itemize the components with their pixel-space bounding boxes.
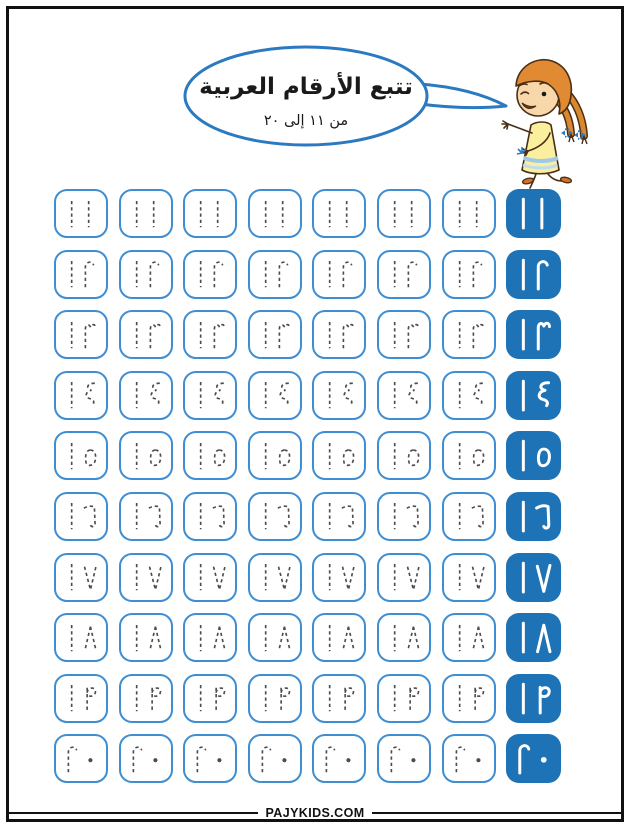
dashed-number-12 [193,259,227,289]
dashed-number-16 [129,501,163,531]
dashed-number-12 [129,259,163,289]
trace-cell-12-5 [312,250,366,299]
shoe [560,176,572,183]
dashed-number-16 [387,501,421,531]
trace-cell-11-1 [54,189,108,238]
trace-cell-18-4 [248,613,302,662]
trace-cell-20-3 [183,734,237,783]
trace-cell-14-3 [183,371,237,420]
trace-cell-17-3 [183,553,237,602]
trace-cell-13-1 [54,310,108,359]
trace-cell-15-4 [248,431,302,480]
number-tile-19 [506,674,561,723]
dashed-number-11 [322,199,356,229]
trace-cell-12-7 [442,250,496,299]
dashed-number-20 [193,744,227,774]
number-tile-16 [506,492,561,541]
trace-cell-13-3 [183,310,237,359]
dashed-number-17 [129,562,163,592]
trace-cell-17-6 [377,553,431,602]
trace-cell-15-6 [377,431,431,480]
trace-cell-16-3 [183,492,237,541]
trace-cell-16-2 [119,492,173,541]
trace-cell-14-2 [119,371,173,420]
trace-cell-17-4 [248,553,302,602]
number-tile-18 [506,613,561,662]
trace-cell-20-4 [248,734,302,783]
dashed-number-19 [129,683,163,713]
trace-cell-18-5 [312,613,366,662]
dashed-number-15 [193,441,227,471]
trace-cell-13-5 [312,310,366,359]
trace-cell-11-5 [312,189,366,238]
trace-cell-12-1 [54,250,108,299]
solid-number-16 [515,500,552,533]
dashed-number-17 [64,562,98,592]
dashed-number-13 [452,320,486,350]
dashed-number-13 [258,320,292,350]
dashed-number-15 [258,441,292,471]
trace-cell-12-3 [183,250,237,299]
dashed-number-17 [322,562,356,592]
trace-cell-17-1 [54,553,108,602]
dashed-number-11 [258,199,292,229]
trace-cell-19-6 [377,674,431,723]
trace-cell-12-2 [119,250,173,299]
dashed-number-13 [193,320,227,350]
dashed-number-11 [387,199,421,229]
trace-cell-17-2 [119,553,173,602]
trace-cell-11-4 [248,189,302,238]
footer-divider-left [8,812,258,815]
dashed-number-15 [129,441,163,471]
solid-number-17 [515,561,552,594]
number-tile-17 [506,553,561,602]
dashed-number-11 [193,199,227,229]
trace-cell-20-5 [312,734,366,783]
dashed-number-12 [322,259,356,289]
dashed-number-18 [387,623,421,653]
number-tile-11 [506,189,561,238]
dashed-number-13 [322,320,356,350]
dashed-number-20 [387,744,421,774]
dashed-number-17 [452,562,486,592]
dashed-number-15 [452,441,486,471]
worksheet-title: تتبع الأرقام العربية [199,74,413,100]
dashed-number-18 [452,623,486,653]
dashed-number-19 [193,683,227,713]
trace-cell-15-1 [54,431,108,480]
dashed-number-15 [387,441,421,471]
number-tile-12 [506,250,561,299]
trace-cell-18-1 [54,613,108,662]
dashed-number-18 [129,623,163,653]
number-tile-13 [506,310,561,359]
trace-cell-18-2 [119,613,173,662]
dashed-number-15 [64,441,98,471]
trace-cell-20-6 [377,734,431,783]
site-label: PAJYKIDS.COM [265,806,365,820]
dashed-number-13 [64,320,98,350]
solid-number-13 [515,318,552,351]
dashed-number-20 [258,744,292,774]
trace-cell-15-5 [312,431,366,480]
dashed-number-11 [64,199,98,229]
solid-number-15 [515,439,552,472]
dashed-number-17 [193,562,227,592]
trace-cell-16-1 [54,492,108,541]
dashed-number-19 [64,683,98,713]
solid-number-14 [515,379,552,412]
trace-cell-15-7 [442,431,496,480]
dashed-number-14 [193,380,227,410]
trace-cell-11-2 [119,189,173,238]
dashed-number-16 [193,501,227,531]
trace-cell-14-7 [442,371,496,420]
number-tile-14 [506,371,561,420]
trace-cell-11-7 [442,189,496,238]
number-tile-15 [506,431,561,480]
trace-cell-12-4 [248,250,302,299]
trace-cell-19-7 [442,674,496,723]
dashed-number-18 [193,623,227,653]
trace-cell-18-6 [377,613,431,662]
dashed-number-14 [452,380,486,410]
trace-cell-15-3 [183,431,237,480]
trace-cell-19-1 [54,674,108,723]
trace-cell-12-6 [377,250,431,299]
dashed-number-20 [129,744,163,774]
trace-cell-20-1 [54,734,108,783]
dashed-number-16 [322,501,356,531]
trace-cell-16-7 [442,492,496,541]
trace-cell-13-6 [377,310,431,359]
trace-cell-14-6 [377,371,431,420]
dashed-number-19 [387,683,421,713]
trace-cell-13-2 [119,310,173,359]
dashed-number-19 [258,683,292,713]
dashed-number-11 [129,199,163,229]
trace-cell-16-6 [377,492,431,541]
dashed-number-13 [129,320,163,350]
dashed-number-14 [129,380,163,410]
trace-cell-14-1 [54,371,108,420]
dashed-number-18 [322,623,356,653]
dashed-number-11 [452,199,486,229]
number-tile-20 [506,734,561,783]
trace-cell-14-4 [248,371,302,420]
trace-cell-19-4 [248,674,302,723]
solid-number-12 [515,258,552,291]
dashed-number-18 [258,623,292,653]
trace-cell-17-7 [442,553,496,602]
dashed-number-20 [64,744,98,774]
dashed-number-14 [387,380,421,410]
dashed-number-20 [322,744,356,774]
dashed-number-19 [322,683,356,713]
trace-cell-13-4 [248,310,302,359]
solid-number-19 [515,682,552,715]
dashed-number-14 [64,380,98,410]
trace-cell-18-3 [183,613,237,662]
dashed-number-12 [387,259,421,289]
dashed-number-19 [452,683,486,713]
footer [8,804,622,822]
trace-cell-20-7 [442,734,496,783]
trace-cell-18-7 [442,613,496,662]
trace-cell-16-4 [248,492,302,541]
dashed-number-16 [258,501,292,531]
trace-cell-11-6 [377,189,431,238]
footer-divider-right [372,812,622,815]
trace-cell-19-2 [119,674,173,723]
dashed-number-17 [387,562,421,592]
trace-cell-19-3 [183,674,237,723]
dashed-number-16 [452,501,486,531]
dashed-number-17 [258,562,292,592]
dashed-number-15 [322,441,356,471]
trace-cell-16-5 [312,492,366,541]
solid-number-11 [515,197,552,230]
dashed-number-16 [64,501,98,531]
girl-mascot-illustration [502,60,587,188]
number-tracing-grid [54,189,561,783]
speech-bubble-tail [420,84,506,108]
header-illustration [0,0,630,195]
trace-cell-14-5 [312,371,366,420]
worksheet-subtitle: من ١١ إلى ٢٠ [263,113,349,129]
dashed-number-20 [452,744,486,774]
trace-cell-20-2 [119,734,173,783]
trace-cell-13-7 [442,310,496,359]
solid-number-18 [515,621,552,654]
dashed-number-12 [258,259,292,289]
dashed-number-14 [322,380,356,410]
dashed-number-12 [452,259,486,289]
dashed-number-18 [64,623,98,653]
trace-cell-17-5 [312,553,366,602]
dashed-number-12 [64,259,98,289]
dashed-number-13 [387,320,421,350]
solid-number-20 [515,742,552,775]
trace-cell-15-2 [119,431,173,480]
dashed-number-14 [258,380,292,410]
trace-cell-19-5 [312,674,366,723]
trace-cell-11-3 [183,189,237,238]
